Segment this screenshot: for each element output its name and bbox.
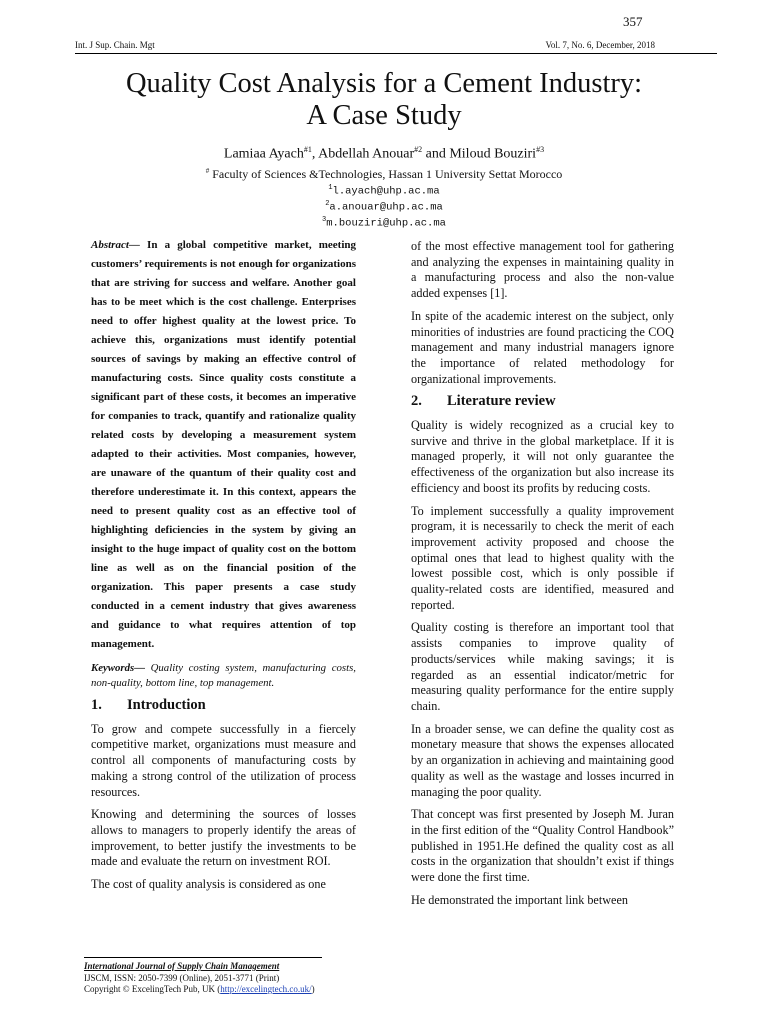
email-address: a.anouar@uhp.ac.ma: [329, 201, 443, 214]
running-head-volume: Vol. 7, No. 6, December, 2018: [545, 40, 655, 50]
author-separator: ,: [311, 146, 319, 162]
email-address: l.ayach@uhp.ac.ma: [332, 185, 440, 198]
section-number: 2.: [411, 393, 422, 410]
header-rule: [75, 53, 717, 54]
author-marker: #3: [536, 145, 545, 154]
footer-close-paren: ): [311, 984, 315, 994]
footer-copyright: [84, 984, 315, 996]
body-paragraph: In spite of the academic interest on the subject, only minorities of industries are found practicing the COQ management and many industrial managers ignore the importance of related methodology for organizational improvements.: [411, 308, 674, 386]
email-address: m.bouziri@uhp.ac.ma: [326, 217, 446, 230]
page-number: 357: [623, 14, 643, 29]
body-paragraph: He demonstrated the important link between: [411, 892, 628, 907]
paper-title-line-2: A Case Study: [306, 100, 462, 131]
body-paragraph: To implement successfully a quality improvement program, it is necessarily to check the merit of each improvement activity proposed and choose the optimal ones that lead to highest quality with the lowest possible cost, which is only possible if quality-related costs are identified, measured and reported.: [411, 503, 674, 612]
footer-rule: [84, 957, 322, 958]
footer-journal-name: International Journal of Supply Chain Management: [84, 961, 280, 971]
author-marker: #1: [303, 145, 312, 154]
affiliation-marker: #: [205, 167, 210, 175]
section-number: 1.: [91, 697, 102, 713]
footer-copyright-text: Copyright © ExcelingTech Pub, UK (: [84, 984, 221, 994]
body-paragraph: Quality costing is therefore an important tool that assists companies to improve quality of products/services while making savings; it is regarded as an essential indicator/metric for measuring quality performance for the entire supply chain.: [411, 620, 674, 713]
email-line: [0, 214, 768, 230]
email-marker: 3: [322, 216, 327, 224]
email-marker: 2: [325, 200, 330, 208]
keywords: [91, 661, 356, 691]
author-name: Lamiaa Ayach: [223, 146, 304, 162]
paper-title: [0, 68, 768, 132]
paper-title-line-1: Quality Cost Analysis for a Cement Industry:: [125, 68, 643, 99]
author-list: [0, 145, 768, 163]
keywords-text: Quality costing system, manufacturing costs, non-quality, bottom line, top management.: [91, 662, 356, 689]
running-head: [75, 40, 655, 54]
body-paragraph: The cost of quality analysis is considered as one: [91, 877, 326, 892]
footer-issn: IJSCM, ISSN: 2050-7399 (Online), 2051-3771 (Print): [84, 972, 280, 983]
section-title: Literature review: [447, 393, 556, 410]
body-paragraph: Knowing and determining the sources of losses allows to managers to properly identify the areas of improvement, to better justify the investments to be made and evaluate the return on investment ROI.: [91, 807, 356, 869]
section-title: Introduction: [127, 697, 206, 713]
body-paragraph: Quality is widely recognized as a crucial key to survive and thrive in the global marketplace. If it is managed properly, it will not only guarantee the effectiveness of the organization but also increase its efficiency and boost its profits by reducing costs.: [411, 418, 674, 495]
body-paragraph: of the most effective management tool for gathering and analyzing the expenses in maintaining quality in a manufacturing process and also the non-value added expenses [1].: [411, 239, 674, 301]
affiliation: [0, 167, 768, 182]
section-heading-literature-review: [411, 394, 674, 410]
page-footer: [84, 961, 315, 996]
publisher-link[interactable]: http://excelingtech.co.uk/: [220, 984, 312, 994]
keywords-lead: Keywords—: [91, 662, 145, 674]
email-line: [0, 198, 768, 214]
abstract-text: In a global competitive market, meeting customers’ requirements is not enough for organizations that are striving for success and welfare. Another goal has to be meet which is the cost challenge. Enterprises need to offer highest quality at the lowest price. To achieve this, organizations must identify potential sources of savings by making an effective control of manufacturing costs. Since quality costs constitute a significant part of these costs, it becomes an imperative for companies to track, quantify and rationalize quality related costs by developing a measurement system adapted to their activities. Most companies, however, are unaware of the quantum of their quality cost and therefore underestimate it. In this context, appears the need to present quality cost as an effective tool of highlighting deficiencies in the system by giving an insight to the huge impact of quality cost on the bottom line as well as on the financial position of the organization. This paper presents a case study conducted in a cement industry that gives awareness and guidance to what requires attention of top management.: [91, 239, 356, 650]
section-heading-introduction: [91, 698, 356, 714]
author-name: Abdellah Anouar: [318, 146, 415, 162]
abstract: [91, 236, 356, 654]
right-column: [411, 239, 674, 915]
email-line: [0, 182, 768, 198]
body-paragraph: In a broader sense, we can define the quality cost as monetary measure that shows the expenses allocated by an organization in achieving and maintaining good quality as well as the wastage and losses incurred in managing the poor quality.: [411, 721, 674, 799]
author-name: Miloud Bouziri: [449, 146, 537, 162]
abstract-lead: Abstract—: [91, 239, 140, 251]
email-marker: 1: [328, 184, 333, 192]
running-head-journal: Int. J Sup. Chain. Mgt: [75, 40, 155, 50]
affiliation-text: Faculty of Sciences &Technologies, Hassan 1 University Settat Morocco: [209, 167, 563, 181]
author-marker: #2: [414, 145, 423, 154]
left-column: [91, 236, 356, 900]
body-paragraph: That concept was first presented by Joseph M. Juran in the first edition of the “Quality Control Handbook” published in 1951.He defined the quality cost as all costs in the organization that shouldn’t exist if things were done the first time.: [411, 807, 674, 885]
body-paragraph: To grow and compete successfully in a fiercely competitive market, organizations must measure and control all components of manufacturing costs by making a strong control of the utilization of process resources.: [91, 721, 356, 799]
author-separator: and: [422, 146, 450, 162]
email-list: [0, 182, 768, 230]
